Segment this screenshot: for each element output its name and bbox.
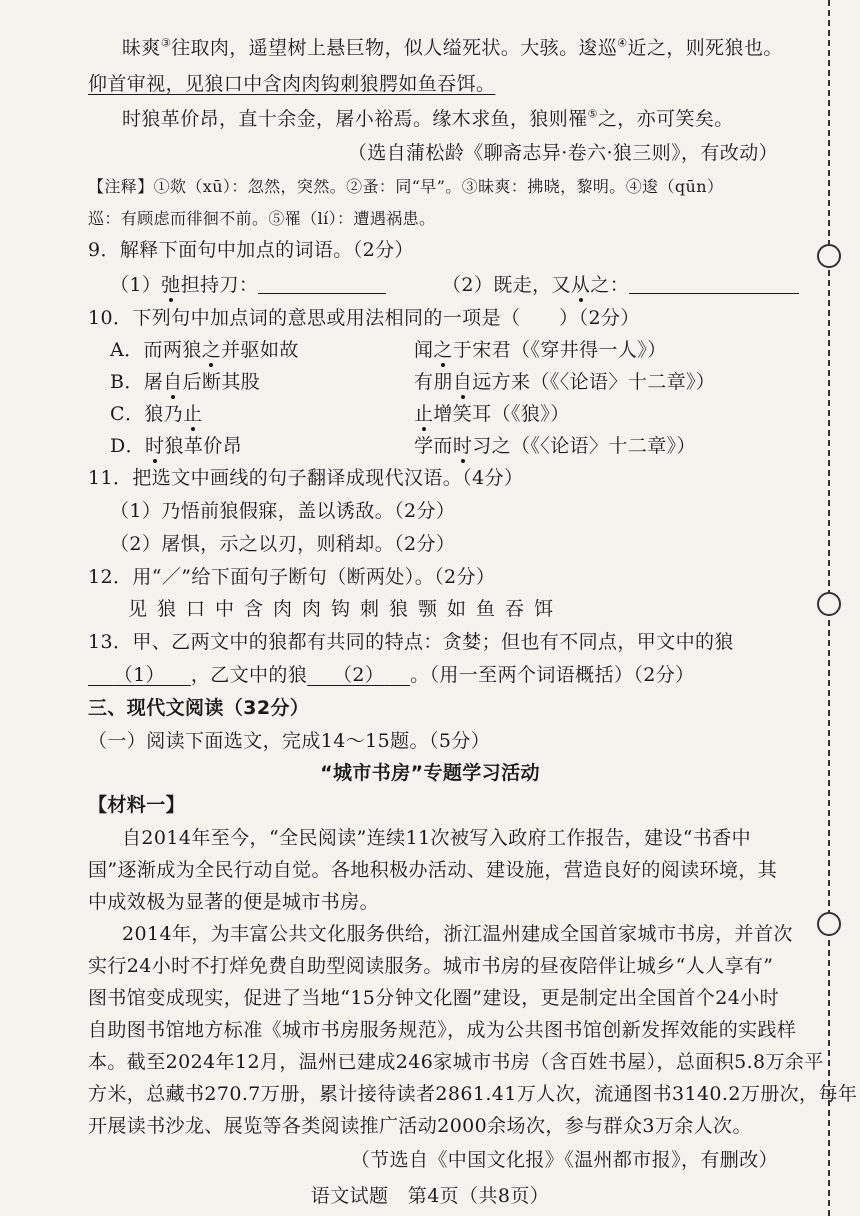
section-3-sub: （一）阅读下面选文，完成14～15题。（5分） <box>88 730 491 752</box>
q13-blank-1[interactable]: （1） <box>113 664 166 686</box>
q10-stem: 10．下列句中加点词的意思或用法相同的一项是（ ）（2分） <box>88 307 640 329</box>
q9-part2: （2）既走，又从之： <box>442 273 799 297</box>
material-1-p1-line-2: 国”逐渐成为全民行动自觉。各地积极办活动、建设施，营造良好的阅读环境，其 <box>88 859 778 881</box>
q10-option-b-compare: 有朋自远方来（《〈论语〉十二章》） <box>414 371 716 393</box>
material-1-source: （节选自《中国文化报》《温州都市报》，有删改） <box>350 1149 778 1171</box>
q9-stem: 9．解释下面句中加点的词语。（2分） <box>88 239 414 261</box>
q13-blank-2[interactable]: （2） <box>333 664 385 686</box>
material-1-p2-line-3: 图书馆变成现实，促进了当地“15分钟文化圈”建设，更是制定出全国首个24小时 <box>88 987 779 1009</box>
material-1-p2-line-4: 自助图书馆地方标准《城市书房服务规范》，成为公共图书馆创新发挥效能的实践样 <box>88 1019 797 1041</box>
q9-answer-2-blank[interactable] <box>629 275 799 294</box>
q9-answer-1-blank[interactable] <box>258 275 386 294</box>
material-1-p2-line-1: 2014年，为丰富公共文化服务供给，浙江温州建成全国首家城市书房，并首次 <box>122 923 793 945</box>
q11-stem: 11．把选文中画线的句子翻译成现代汉语。（4分） <box>88 467 524 489</box>
material-1-p2-line-7: 开展读书沙龙、展览等各类阅读推广活动2000余场次，参与群众3万余人次。 <box>88 1115 752 1137</box>
binding-hole-3 <box>817 912 841 936</box>
passage-source: （选自蒲松龄《聊斋志异·卷六·狼三则》，有改动） <box>347 142 778 164</box>
q10-option-c: C．狼乃止 <box>110 403 203 425</box>
q11-sentence-2: （2）屠惧，示之以刃，则稍却。（2分） <box>110 533 456 555</box>
activity-title: “城市书房”专题学习活动 <box>320 762 540 784</box>
q10-option-d-compare: 学而时习之（《〈论语〉十二章》） <box>414 435 696 457</box>
q10-option-b: B．屠自后断其股 <box>110 371 261 393</box>
material-1-p2-line-6: 方米，总藏书270.7万册，累计接待读者2861.41万人次，流通图书3140.2万册次，每年 <box>88 1083 858 1105</box>
q10-option-d: D．时狼革价昂 <box>110 435 243 457</box>
q13-line-1: 13．甲、乙两文中的狼都有共同的特点：贪婪；但也有不同点，甲文中的狼 <box>88 631 734 653</box>
q9-part1: （1）弛担持刀： <box>110 273 386 297</box>
binding-hole-2 <box>817 592 841 616</box>
q13-line-2: （1） ，乙文中的狼 （2） 。（用一至两个词语概括）（2分） <box>88 663 695 687</box>
q10-option-a-compare: 闻之于宋君（《穿井得一人》） <box>414 339 667 361</box>
material-1-p1-line-1: 自2014年至今，“全民阅读”连续11次被写入政府工作报告，建设“书香中 <box>122 827 752 849</box>
material-1-p2-line-2: 实行24小时不打烊免费自助型阅读服务。城市书房的昼夜陪伴让城乡“人人享有” <box>88 955 774 977</box>
page-footer: 语文试题 第4页（共8页） <box>310 1185 550 1207</box>
passage-line-2: 仰首审视，见狼口中含肉肉钩刺狼腭如鱼吞饵。 <box>88 73 496 95</box>
q11-sentence-1: （1）乃悟前狼假寐，盖以诱敌。（2分） <box>110 500 456 522</box>
passage-note-1: 【注释】①欻（xū）：忽然，突然。②蚤：同“早”。③昧爽：拂晓，黎明。④逡（qūn） <box>88 177 724 196</box>
material-1-label: 【材料一】 <box>88 794 186 816</box>
material-1-p1-line-3: 中成效极为显著的便是城市书房。 <box>88 891 380 913</box>
passage-line-3: 时狼革价昂，直十余金，屠小裕焉。缘木求鱼，狼则罹⑤之，亦可笑矣。 <box>122 107 734 130</box>
q12-stem: 12．用“／”给下面句子断句（断两处）。（2分） <box>88 566 496 588</box>
passage-line-1: 昧爽③往取肉，遥望树上悬巨物，似人缢死状。大骇。逡巡④近之，则死狼也。 <box>122 36 783 59</box>
q10-option-a: A．而两狼之并驱如故 <box>110 339 299 361</box>
q10-option-c-compare: 止增笑耳（《狼》） <box>414 403 570 425</box>
binding-hole-1 <box>817 244 841 268</box>
section-3-title: 三、现代文阅读（32分） <box>88 697 310 719</box>
material-1-p2-line-5: 本。截至2024年12月，温州已建成246家城市书房（含百姓书屋），总面积5.8万余平 <box>88 1051 824 1073</box>
passage-note-2: 巡：有顾虑而徘徊不前。⑤罹（lí）：遭遇祸患。 <box>88 209 436 228</box>
q12-sentence: 见狼口中含肉肉钩刺狼颚如鱼吞饵 <box>128 598 564 620</box>
